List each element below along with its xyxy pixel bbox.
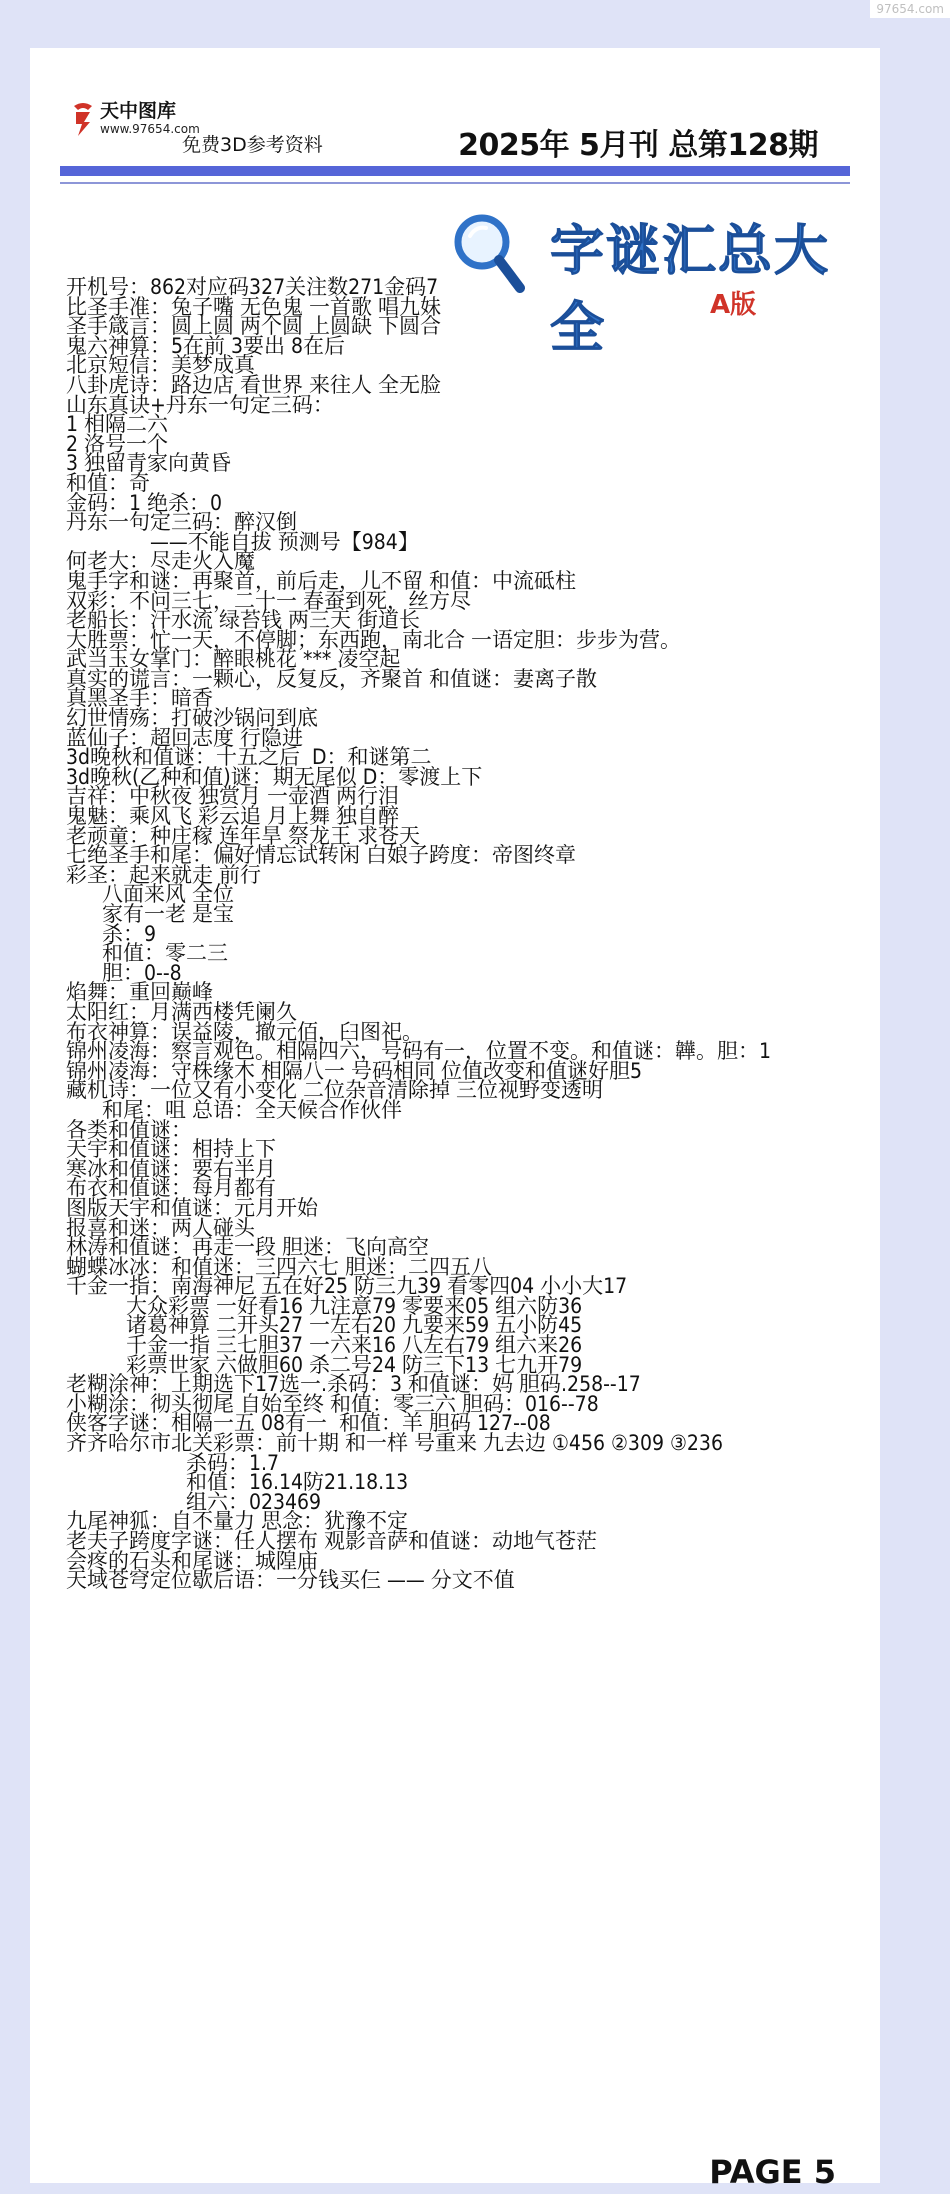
content-line: 布衣神算：误益陵，撤元佰，臼图祀。 xyxy=(66,1019,423,1044)
content-line: 和值：16.14防21.18.13 xyxy=(66,1470,409,1495)
content-line: 开机号：862对应码327关注数271金码7 xyxy=(66,275,439,299)
content-line: 千金一指：南海神尼 五在好25 防三九39 看零四04 小小大17 xyxy=(66,1274,628,1299)
content-line: 会疼的石头和尾谜：城隍庙 xyxy=(66,1548,318,1573)
content-line: 彩圣：起来就走 前行 xyxy=(66,862,261,887)
content-line: 小糊涂：彻头彻尾 自始至终 和值：零三六 胆码：016--78 xyxy=(66,1391,599,1416)
issue-number: 2025年 5月刊 总第128期 xyxy=(458,128,818,163)
content-line: 锦州凌海：守株缘木 相隔八一 号码相同 位值改变和值谜好胆5 xyxy=(66,1058,643,1083)
content-line: 老船长：汗水流 绿苔钱 两三天 街道长 xyxy=(66,608,420,633)
content-line: 杀：9 xyxy=(66,921,157,946)
content-line: 真实的谎言：一颗心，反复反，齐聚首 和值谜：妻离子散 xyxy=(66,666,597,691)
content-line: 天宇和值谜：相持上下 xyxy=(66,1137,276,1162)
content-line: 吉祥：中秋夜 独赏月 一壶酒 两行泪 xyxy=(66,784,399,809)
content-line: 1 相隔二六 xyxy=(66,412,169,437)
riddle-list xyxy=(66,275,866,1593)
content-line: 山东真诀+丹东一句定三码： xyxy=(66,392,334,417)
content-line: 金码：1 绝杀：0 xyxy=(66,490,223,515)
content-line: 双彩：不问三七，二十一 春蚕到死，丝方尽 xyxy=(66,588,471,613)
content-line: 幻世情殇：打破沙锅问到底 xyxy=(66,706,318,731)
content-line: 杀码：1.7 xyxy=(66,1450,280,1475)
logo-name: 天中图库 xyxy=(100,100,177,122)
content-line: 家有一老 是宝 xyxy=(66,902,234,926)
document-page xyxy=(30,48,880,2191)
content-line: 组六：023469 xyxy=(66,1489,322,1514)
logo-url[interactable]: www.97654.com xyxy=(100,122,200,136)
content-line: 彩票世家 六做胆60 杀二号24 防三下13 七九开79 xyxy=(66,1352,583,1377)
content-line: 鬼手字和谜：再聚首，前后走，儿不留 和值：中流砥柱 xyxy=(66,568,576,593)
content-line: 胆：0--8 xyxy=(66,960,182,985)
content-line: 鬼魅：乘风飞 彩云追 月上舞 独自醉 xyxy=(66,804,399,829)
content-line: 鬼六神算：5在前 3要出 8在后 xyxy=(66,333,346,358)
page-number: PAGE 5 xyxy=(709,2153,836,2191)
content-line: 蝴蝶冰冰：和值迷：三四六七 胆迷：二四五八 xyxy=(66,1254,492,1279)
content-line: 七绝圣手和尾：偏好情忘试转闲 白娘子跨度：帝图终章 xyxy=(66,843,576,868)
content-line: 齐齐哈尔市北关彩票：前十期 和一样 号重来 九去边 ①456 ②309 ③236 xyxy=(66,1431,723,1456)
edition-label: A版 xyxy=(710,290,757,320)
content-line: 武当玉女掌门：醉眼桃花 *** 凌空起 xyxy=(66,647,401,672)
content-line: 寒冰和值谜：要右半月 xyxy=(66,1156,276,1181)
content-line: 大胜票：忙一天，不停脚；东西跑，南北合 一语定胆：步步为营。 xyxy=(66,627,681,652)
content-line: 八卦虎诗：路边店 看世界 来往人 全无脸 xyxy=(66,372,441,397)
content-line: 3 独留青家向黄昏 xyxy=(66,451,232,476)
header-tagline: 免费3D参考资料 xyxy=(182,134,323,156)
content-line: 八面来风 全位 xyxy=(66,882,234,907)
content-line: 和尾：咀 总语：全天候合作伙伴 xyxy=(66,1097,402,1122)
content-line: 侠客字谜：相隔一五 08有一 和值：羊 胆码 127--08 xyxy=(66,1411,551,1436)
logo-icon xyxy=(70,100,96,138)
content-line: 丹东一句定三码：醉汉倒 xyxy=(66,510,297,535)
content-line: 林涛和值谜：再走一段 胆迷：飞向高空 xyxy=(66,1235,429,1260)
content-line: 天域苍穹定位歇后语：一分钱买仨 —— 分文不值 xyxy=(66,1568,515,1593)
content-line: 3d晚秋(乙种和值)谜：期无尾似 D：零渡上下 xyxy=(66,764,483,789)
content-line: 焰舞：重回巅峰 xyxy=(66,980,213,1005)
content-line: 真黑圣手：暗香 xyxy=(66,686,213,711)
content-line: 老顽童：种庄稼 连年旱 祭龙王 求苍天 xyxy=(66,823,420,848)
content-line: 报喜和迷：两人碰头 xyxy=(66,1215,255,1240)
content-line: ——不能自拔 预测号【984】 xyxy=(66,529,419,554)
content-line: 北京短信：美梦成真 xyxy=(66,353,255,378)
content-line: 2 洛号一个 xyxy=(66,431,169,456)
content-line: 太阳红：月满西楼凭阑久 xyxy=(66,999,297,1024)
header-divider-thin xyxy=(60,182,850,184)
site-watermark: 97654.com xyxy=(870,0,950,18)
content-line: 图版天宇和值谜：元月开始 xyxy=(66,1195,318,1220)
content-line: 千金一指 三七胆37 一六来16 八左右79 组六来26 xyxy=(66,1333,583,1358)
content-line: 布衣和值谜：每月都有 xyxy=(66,1176,276,1201)
publisher-logo[interactable] xyxy=(70,100,200,138)
content-line: 各类和值谜： xyxy=(66,1117,192,1142)
content-line: 比圣手准：兔子嘴 无色鬼 一首歌 唱九妹 xyxy=(66,294,441,319)
content-line: 大众彩票 一好看16 九注意79 零要来05 组六防36 xyxy=(66,1293,583,1318)
content-line: 3d晚秋和值谜：十五之后 D：和谜第二 xyxy=(66,745,432,770)
content-line: 锦州凌海：察言观色。相隔四六，号码有一，位置不变。和值谜：韡。胆：1 xyxy=(66,1039,772,1064)
content-line: 蓝仙子：超回志度 行隐进 xyxy=(66,725,303,750)
content-line: 和值：奇 xyxy=(66,470,150,495)
content-line: 老糊涂神：上期选下17选一.杀码：3 和值谜：妈 胆码.258--17 xyxy=(66,1372,641,1397)
content-line: 藏机诗：一位又有小变化 二位杂音清除掉 三位视野变透明 xyxy=(66,1078,603,1103)
content-line: 九尾神狐：自不量力 思念：犹豫不定 xyxy=(66,1509,408,1534)
header-divider xyxy=(60,166,850,176)
content-line: 圣手箴言：圆上圆 两个圆 上圆缺 下圆合 xyxy=(66,314,441,339)
content-line: 何老大：尽走火入魔 xyxy=(66,549,255,574)
page-title: 字谜汇总大全 xyxy=(550,219,830,359)
content-line: 和值：零二三 xyxy=(66,941,228,966)
content-line: 老夫子跨度字谜：任人摆布 观影音萨和值谜：动地气苍茫 xyxy=(66,1529,597,1553)
content-line: 诸葛神算 二开头27 一左右20 九要来59 五小防45 xyxy=(66,1313,583,1338)
